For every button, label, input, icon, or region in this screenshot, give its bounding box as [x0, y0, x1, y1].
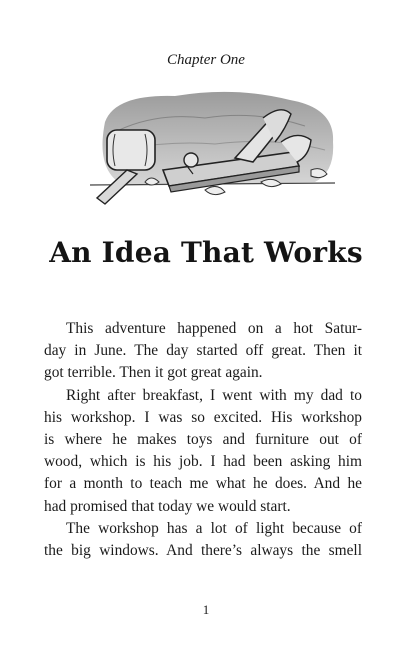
text-line: the big windows. And there’s always the smell [44, 541, 362, 559]
text-line: had promised that today we would start. [44, 497, 291, 515]
text-line: for a month to teach me what he does. And he [44, 475, 362, 493]
text-line: The workshop has a lot of light because of [66, 519, 362, 537]
page-number: 1 [202, 602, 210, 617]
text-line: wood, which is his job. I had been asking him [44, 453, 362, 471]
chapter-body [44, 318, 362, 562]
text-line: This adventure happened on a hot Satur- [66, 320, 362, 337]
text-line: day in June. The day started off great. Then it [44, 342, 362, 360]
text-line: Right after breakfast, I went with my dad to [66, 386, 362, 404]
text-line: his workshop. I was so excited. His workshop [44, 408, 362, 426]
chapter-title: An Idea That Works [49, 236, 363, 269]
chapter-label: Chapter One [167, 52, 245, 68]
text-line: got terrible. Then it got great again. [44, 364, 263, 382]
woodworking-tools-illustration [85, 82, 340, 207]
text-line: is where he makes toys and furniture out of [44, 430, 362, 448]
